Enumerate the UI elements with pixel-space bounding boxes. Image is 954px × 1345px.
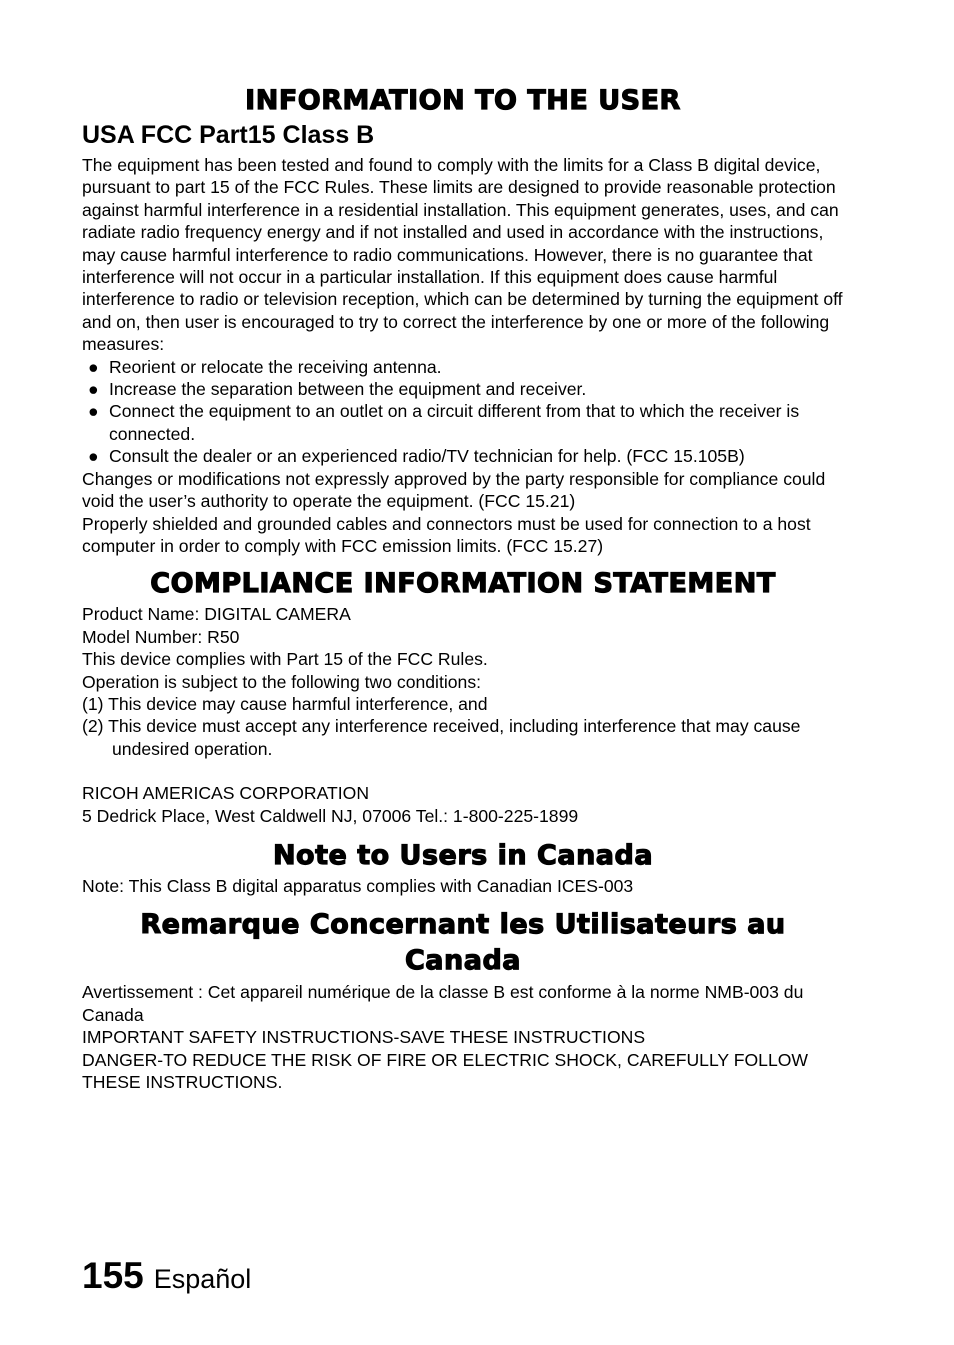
spacer [82, 760, 844, 782]
company-name: RICOH AMERICAS CORPORATION [82, 783, 370, 804]
bullet-icon: ● [88, 446, 99, 467]
avertissement-paragraph: Avertissement : Cet appareil numérique de la classe B est conforme à la norme NMB-003 du Canada [82, 982, 804, 1025]
bullet-icon: ● [88, 356, 99, 377]
list-item-text: Connect the equipment to an outlet on a circuit different from that to which the receiver is connected. [109, 401, 800, 444]
model-number: Model Number: R50 [82, 626, 240, 647]
page-language: Español [153, 1264, 252, 1294]
changes-paragraph: Changes or modifications not expressly approved by the party responsible for compliance could void the user’s authority to operate the equipment. (FCC 15.21) [82, 468, 826, 512]
list-item-text: Reorient or relocate the receiving antenna. [109, 356, 442, 377]
fcc-intro-paragraph: The equipment has been tested and found to comply with the limits for a Class B digital device, pursuant to part 15 of the FCC Rules. These limits are designed to provide reasonable protection against harmful interference in a residential installation. This equipment generates, uses, and can radiate radio frequency energy and if not installed and used in accordance with the instructions, may cause harmful interference to radio communications. However, there is no guarantee that interference will not occur in a particular installation. If this equipment does cause harmful interference to radio or television reception, which can be determined by turning the equipment off and on, then user is encouraged to try to correct the interference by one or more of the following measures: [82, 155, 843, 355]
complies-statement: This device complies with Part 15 of the FCC Rules. [82, 649, 488, 670]
section-title-compliance: COMPLIANCE INFORMATION STATEMENT [150, 568, 776, 600]
cables-paragraph: Properly shielded and grounded cables and connectors must be used for connection to a host computer in order to comply with FCC emission limits. (FCC 15.27) [82, 513, 811, 556]
page-footer [82, 1255, 251, 1297]
bullet-icon: ● [88, 379, 99, 400]
remarque-title-line-2: Canada [404, 945, 522, 977]
document-body [82, 82, 844, 1093]
list-item [82, 356, 844, 378]
section-title-canada: Note to Users in Canada [272, 839, 654, 871]
page-number: 155 [82, 1255, 144, 1296]
danger-warning: DANGER-TO REDUCE THE RISK OF FIRE OR ELECTRIC SHOCK, CAREFULLY FOLLOW THESE INSTRUCTIONS. [82, 1049, 809, 1092]
conditions-intro: Operation is subject to the following two conditions: [82, 671, 482, 692]
company-address: 5 Dedrick Place, West Caldwell NJ, 07006 Tel.: 1-800-225-1899 [82, 805, 579, 826]
list-item [82, 445, 844, 467]
section-title-information: INFORMATION TO THE USER [245, 85, 681, 116]
list-item [82, 400, 844, 445]
canada-note: Note: This Class B digital apparatus complies with Canadian ICES-003 [82, 875, 634, 896]
product-name: Product Name: DIGITAL CAMERA [82, 604, 351, 625]
safety-instructions: IMPORTANT SAFETY INSTRUCTIONS-SAVE THESE INSTRUCTIONS [82, 1027, 646, 1048]
bullet-icon: ● [88, 401, 99, 422]
condition-1: (1) This device may cause harmful interference, and [82, 693, 488, 714]
measures-list [82, 356, 844, 468]
remarque-title-line-1: Remarque Concernant les Utilisateurs au [140, 909, 786, 941]
list-item [82, 378, 844, 400]
section-title-remarque [82, 907, 844, 979]
condition-2: (2) This device must accept any interference received, including interference that may cause undesired operation. [82, 716, 801, 759]
list-item-text: Increase the separation between the equipment and receiver. [109, 379, 587, 400]
section-subtitle-fcc: USA FCC Part15 Class B [82, 121, 375, 149]
list-item-text: Consult the dealer or an experienced radio/TV technician for help. (FCC 15.105B) [109, 446, 745, 467]
